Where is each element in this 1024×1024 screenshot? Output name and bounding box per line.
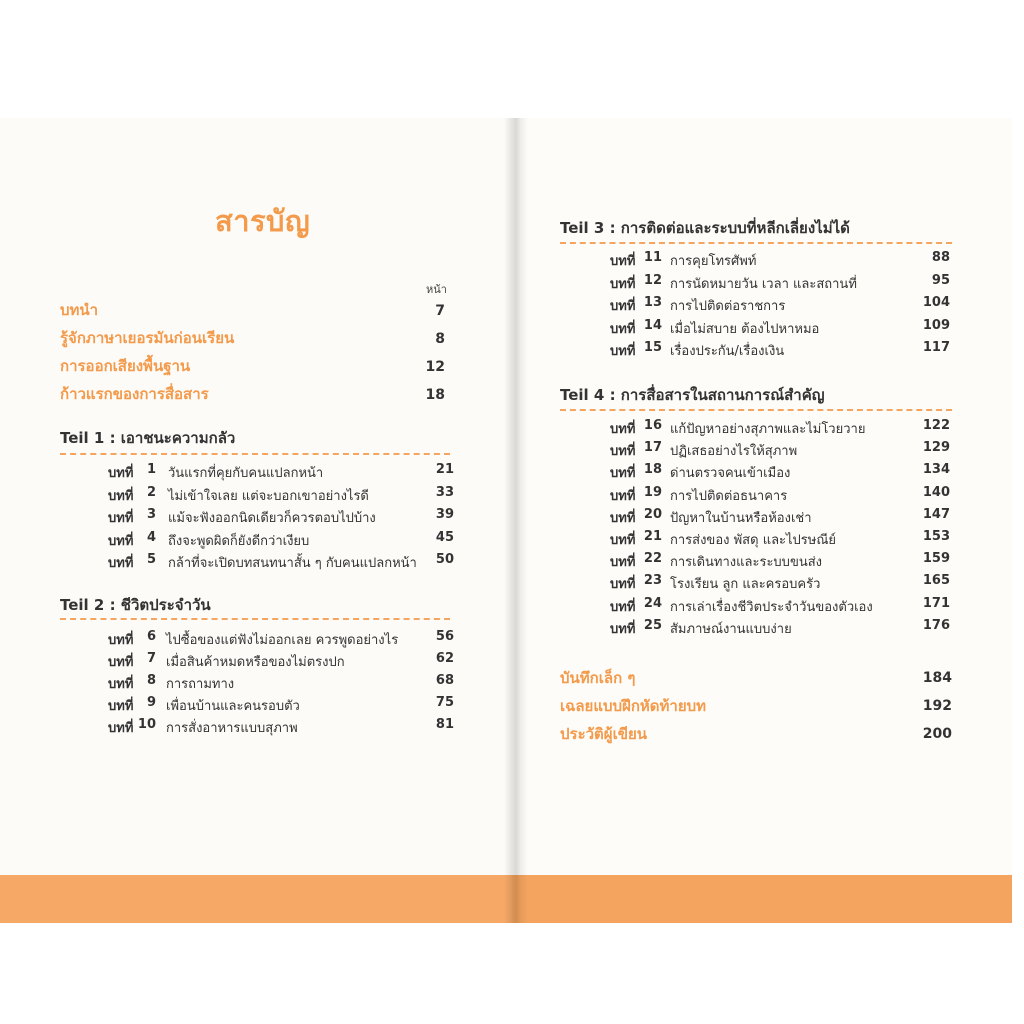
- chapter-row: [610, 485, 950, 505]
- chapter-label: บทที่: [610, 488, 636, 504]
- chapter-title: แม้จะฟังออกนิดเดียวก็ควรตอบไปบ้าง: [168, 511, 376, 526]
- chapter-label: บทที่: [610, 444, 636, 460]
- chapter-page: 134: [922, 462, 950, 478]
- chapter-label: บทที่: [610, 321, 636, 337]
- chapter-title: การส่งของ พัสดุ และไปรษณีย์: [670, 533, 837, 548]
- chapter-label: บทที่: [610, 533, 636, 548]
- chapter-label: บทที่: [610, 276, 636, 292]
- chapter-row: [108, 651, 454, 671]
- chapter-label: บทที่: [610, 254, 636, 269]
- chapter-row: [610, 318, 950, 338]
- chapter-page: 129: [922, 440, 950, 456]
- chapter-page: 56: [435, 629, 454, 644]
- page-column-label: หน้า: [426, 283, 447, 296]
- chapter-number: 17: [643, 440, 662, 456]
- chapter-row: [610, 596, 950, 616]
- bottom-orange-band: [512, 875, 1012, 923]
- chapter-title: การนัดหมายวัน เวลา และสถานที่: [670, 276, 857, 292]
- toc-entry-intro: บทนำ: [60, 301, 99, 319]
- chapter-number: 21: [643, 529, 662, 544]
- chapter-row: [108, 717, 454, 737]
- chapter-row: [108, 530, 454, 550]
- chapter-title: เมื่อไม่สบาย ต้องไปหาหมอ: [670, 321, 820, 337]
- toc-entry-first-steps: ก้าวแรกของการสื่อสาร: [60, 385, 209, 403]
- chapter-page: 147: [922, 506, 950, 522]
- bottom-orange-band: [0, 875, 512, 923]
- chapter-row: [108, 485, 454, 505]
- chapter-page: 109: [922, 317, 950, 333]
- toc-entry-german-basics: รู้จักภาษาเยอรมันก่อนเรียน: [60, 329, 235, 347]
- chapter-title: การไปติดต่อราชการ: [670, 299, 786, 314]
- chapter-title: แก้ปัญหาอย่างสุภาพและไม่โวยวาย: [670, 422, 866, 437]
- chapter-number: 18: [643, 462, 662, 478]
- chapter-number: 11: [643, 250, 662, 265]
- book-gutter-shadow: [504, 118, 528, 923]
- section-title-teil3: Teil 3 : การติดต่อและระบบที่หลีกเลี่ยงไม่ได้: [560, 219, 850, 237]
- chapter-label: บทที่: [108, 633, 134, 648]
- chapter-title: ปัญหาในบ้านหรือห้องเช่า: [670, 510, 812, 526]
- chapter-title: โรงเรียน ลูก และครอบครัว: [670, 577, 821, 593]
- chapter-number: 23: [643, 573, 662, 589]
- section-title-teil1: Teil 1 : เอาชนะความกลัว: [60, 429, 236, 447]
- chapter-title: เมื่อสินค้าหมดหรือของไม่ตรงปก: [166, 655, 345, 670]
- section-divider: [560, 242, 952, 244]
- chapter-title: การเล่าเรื่องชีวิตประจำวันของตัวเอง: [670, 599, 873, 615]
- chapter-label: บทที่: [108, 488, 134, 504]
- chapter-number: 3: [146, 507, 156, 522]
- chapter-title: ไปซื้อของแต่ฟังไม่ออกเลย ควรพูดอย่างไร: [166, 633, 399, 648]
- toc-entry-author: ประวัติผู้เขียน: [560, 725, 648, 743]
- chapter-label: บทที่: [108, 655, 134, 670]
- chapter-label: บทที่: [108, 699, 134, 714]
- chapter-label: บทที่: [610, 510, 636, 526]
- chapter-label: บทที่: [610, 344, 636, 359]
- toc-entry-pronunciation: การออกเสียงพื้นฐาน: [60, 357, 191, 375]
- chapter-page: 171: [922, 595, 950, 611]
- chapter-page: 75: [435, 695, 454, 710]
- chapter-title: การเดินทางและระบบขนส่ง: [670, 555, 822, 571]
- chapter-title: การถามทาง: [166, 677, 235, 692]
- chapter-title: ไม่เข้าใจเลย แต่จะบอกเขาอย่างไรดี: [168, 488, 369, 504]
- chapter-row: [610, 507, 950, 527]
- chapter-row: [108, 695, 454, 715]
- chapter-label: บทที่: [108, 533, 134, 549]
- chapter-row: [108, 462, 454, 482]
- chapter-title: เรื่องประกัน/เรื่องเงิน: [670, 344, 785, 359]
- chapter-number: 13: [643, 295, 662, 310]
- chapter-number: 7: [146, 651, 156, 666]
- chapter-page: 176: [922, 617, 950, 633]
- chapter-label: บทที่: [108, 511, 134, 526]
- chapter-label: บทที่: [610, 577, 636, 593]
- toc-entry-intro-page: 7: [435, 303, 445, 319]
- chapter-page: 88: [931, 250, 950, 265]
- chapter-number: 16: [643, 418, 662, 433]
- section-title-teil2: Teil 2 : ชีวิตประจำวัน: [60, 596, 211, 614]
- section-divider: [60, 618, 450, 620]
- chapter-title: ถึงจะพูดผิดก็ยังดีกว่าเงียบ: [168, 533, 310, 549]
- chapter-row: [610, 573, 950, 593]
- chapter-page: 140: [922, 484, 950, 500]
- chapter-page: 50: [435, 552, 454, 567]
- chapter-number: 1: [146, 462, 156, 477]
- chapter-number: 19: [643, 484, 662, 500]
- chapter-page: 165: [922, 573, 950, 589]
- chapter-label: บทที่: [610, 599, 636, 615]
- chapter-row: [610, 250, 950, 270]
- chapter-title: สัมภาษณ์งานแบบง่าย: [670, 621, 792, 637]
- chapter-row: [610, 529, 950, 549]
- toc-title: สารบัญ: [215, 204, 311, 238]
- toc-entry-notes-page: 184: [922, 670, 952, 686]
- toc-entry-german-basics-page: 8: [435, 331, 445, 347]
- chapter-row: [610, 551, 950, 571]
- chapter-row: [610, 273, 950, 293]
- chapter-number: 6: [146, 629, 156, 644]
- chapter-page: 104: [922, 295, 950, 310]
- chapter-number: 12: [643, 272, 662, 288]
- chapter-title: การคุยโทรศัพท์: [670, 254, 757, 269]
- chapter-page: 68: [435, 673, 454, 688]
- chapter-page: 62: [435, 651, 454, 666]
- chapter-row: [610, 295, 950, 315]
- chapter-page: 117: [922, 340, 950, 355]
- chapter-page: 33: [435, 484, 454, 500]
- chapter-label: บทที่: [610, 422, 636, 437]
- chapter-label: บทที่: [610, 466, 636, 482]
- toc-entry-answers: เฉลยแบบฝึกหัดท้ายบท: [560, 697, 707, 715]
- chapter-label: บทที่: [610, 299, 636, 314]
- chapter-title: เพื่อนบ้านและคนรอบตัว: [166, 699, 300, 714]
- chapter-number: 15: [643, 340, 662, 355]
- toc-entry-author-page: 200: [922, 726, 952, 742]
- toc-entry-first-steps-page: 18: [425, 387, 445, 403]
- right-page: [512, 118, 1012, 923]
- chapter-number: 20: [643, 506, 662, 522]
- chapter-label: บทที่: [108, 721, 134, 736]
- section-divider: [60, 453, 450, 455]
- chapter-page: 39: [435, 507, 454, 522]
- left-page: [0, 118, 512, 923]
- chapter-number: 25: [643, 617, 662, 633]
- chapter-number: 14: [643, 317, 662, 333]
- chapter-page: 81: [435, 717, 454, 732]
- chapter-label: บทที่: [108, 466, 134, 481]
- chapter-title: ด่านตรวจคนเข้าเมือง: [670, 466, 791, 482]
- chapter-number: 24: [643, 595, 662, 611]
- toc-entry-notes: บันทึกเล็ก ๆ: [560, 669, 636, 687]
- chapter-row: [108, 673, 454, 693]
- chapter-page: 21: [435, 462, 454, 477]
- chapter-title: กล้าที่จะเปิดบทสนทนาสั้น ๆ กับคนแปลกหน้า: [168, 556, 417, 571]
- chapter-page: 122: [922, 418, 950, 433]
- chapter-title: การสั่งอาหารแบบสุภาพ: [166, 721, 298, 736]
- chapter-row: [610, 462, 950, 482]
- section-title-teil4: Teil 4 : การสื่อสารในสถานการณ์สำคัญ: [560, 386, 825, 404]
- chapter-title: วันแรกที่คุยกับคนแปลกหน้า: [168, 466, 324, 481]
- chapter-row: [610, 340, 950, 360]
- chapter-page: 45: [435, 529, 454, 545]
- chapter-row: [108, 552, 454, 572]
- chapter-number: 2: [146, 484, 156, 500]
- chapter-number: 4: [146, 529, 156, 545]
- chapter-number: 10: [137, 717, 156, 732]
- toc-entry-pronunciation-page: 12: [425, 359, 445, 375]
- chapter-label: บทที่: [108, 677, 134, 692]
- toc-entry-answers-page: 192: [922, 698, 952, 714]
- chapter-title: การไปติดต่อธนาคาร: [670, 488, 788, 504]
- chapter-row: [610, 618, 950, 638]
- section-divider: [560, 409, 952, 411]
- chapter-row: [610, 440, 950, 460]
- chapter-title: ปฏิเสธอย่างไรให้สุภาพ: [670, 444, 798, 460]
- chapter-label: บทที่: [610, 621, 636, 637]
- chapter-number: 22: [643, 551, 662, 567]
- chapter-row: [610, 418, 950, 438]
- chapter-page: 159: [922, 551, 950, 567]
- chapter-label: บทที่: [108, 556, 134, 571]
- chapter-number: 5: [146, 552, 156, 567]
- chapter-number: 8: [146, 673, 156, 688]
- chapter-page: 153: [922, 529, 950, 544]
- chapter-row: [108, 629, 454, 649]
- chapter-page: 95: [931, 272, 950, 288]
- chapter-number: 9: [146, 695, 156, 710]
- chapter-label: บทที่: [610, 555, 636, 571]
- chapter-row: [108, 507, 454, 527]
